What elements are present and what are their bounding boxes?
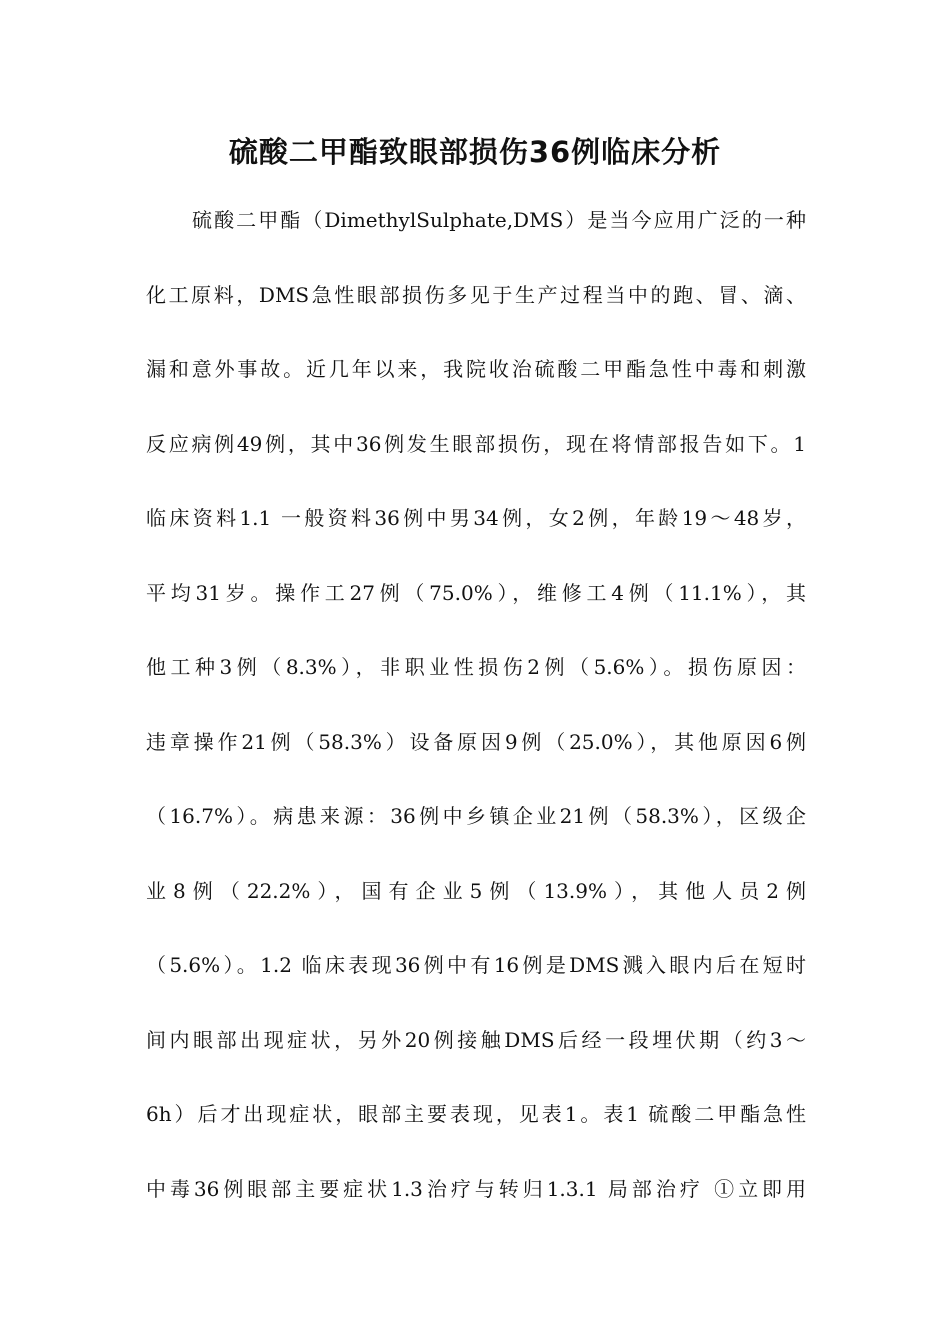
paragraph-line: 中毒36例眼部主要症状1.3治疗与转归1.3.1 局部治疗 ①立即用	[146, 1176, 806, 1201]
paragraph-line: 化工原料，DMS急性眼部损伤多见于生产过程当中的跑、冒、滴、	[146, 282, 806, 307]
paragraph-line: 违章操作21例（58.3%）设备原因9例（25.0%），其他原因6例	[146, 729, 806, 754]
paragraph-line: 间内眼部出现症状，另外20例接触DMS后经一段埋伏期（约3～	[146, 1027, 806, 1052]
paragraph-line: 临床资料1.1 一般资料36例中男34例，女2例，年龄19～48岁，	[146, 506, 806, 530]
paragraph-line: 6h）后才出现症状，眼部主要表现，见表1。表1 硫酸二甲酯急性	[146, 1102, 806, 1126]
paragraph-line: 他工种3例（8.3%），非职业性损伤2例（5.6%）。损伤原因：	[146, 655, 806, 679]
paragraph-line: 硫酸二甲酯（DimethylSulphate,DMS）是当今应用广泛的一种	[192, 208, 806, 232]
body-paragraph	[146, 198, 806, 1241]
paragraph-line: 业8例（22.2%），国有企业5例（13.9%），其他人员2例	[146, 878, 806, 903]
paragraph-line: 平均31岁。操作工27例（75.0%），维修工4例（11.1%），其	[146, 580, 806, 605]
paragraph-line: 漏和意外事故。近几年以来，我院收治硫酸二甲酯急性中毒和刺激	[146, 357, 806, 381]
paragraph-line: （16.7%）。病患来源：36例中乡镇企业21例（58.3%），区级企	[146, 804, 806, 828]
paragraph-line: 反应病例49例，其中36例发生眼部损伤，现在将情部报告如下。1	[146, 431, 806, 456]
paragraph-line: （5.6%）。1.2 临床表现36例中有16例是DMS溅入眼内后在短时	[146, 953, 806, 977]
document-title: 硫酸二甲酯致眼部损伤36例临床分析	[228, 135, 722, 169]
